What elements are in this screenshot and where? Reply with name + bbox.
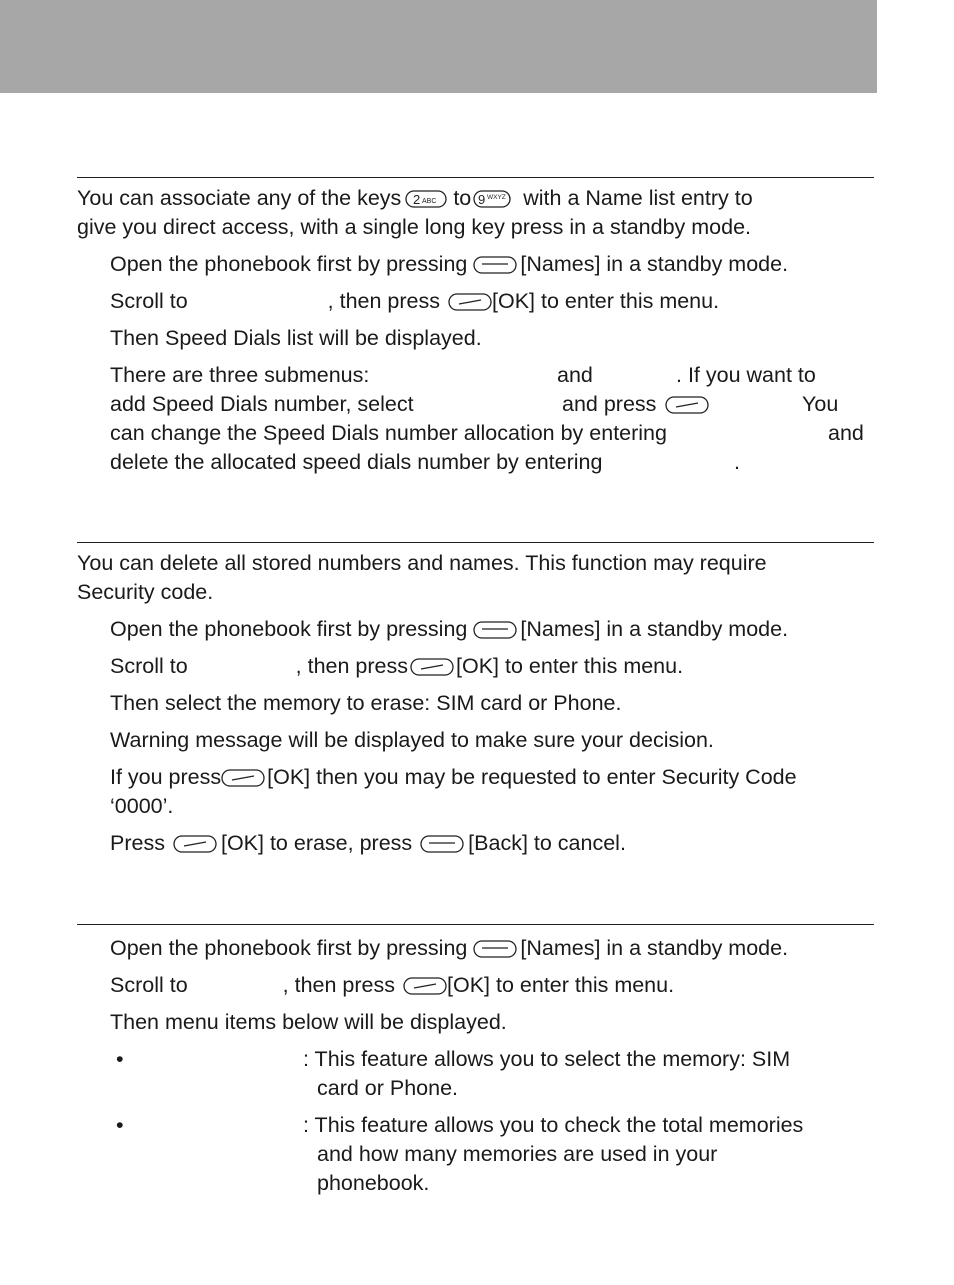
left-soft-key-icon	[173, 834, 217, 854]
step-line: Scroll to , then press [OK] to enter this menu.	[110, 289, 720, 313]
step-line: Scroll to , then press [OK] to enter this menu.	[110, 654, 684, 678]
step-line: add Speed Dials number, select	[110, 392, 414, 416]
section-divider	[77, 924, 874, 925]
section-divider	[77, 177, 874, 178]
left-soft-key-icon	[410, 657, 454, 677]
step-text: .	[734, 450, 740, 474]
svg-text:ABC: ABC	[422, 198, 437, 206]
section-divider	[77, 542, 874, 543]
step-text: . If you want to	[676, 363, 816, 387]
bullet-mark: •	[116, 1113, 124, 1137]
bullet-text: : This feature allows you to select the memory: SIM	[303, 1047, 791, 1071]
step-text: You	[802, 392, 839, 416]
intro-line: Security code.	[77, 580, 214, 604]
svg-text:2: 2	[413, 192, 421, 208]
bullet-text: phonebook.	[317, 1171, 430, 1195]
key-2-icon	[405, 189, 447, 209]
right-soft-key-icon	[473, 620, 517, 640]
step-line: Scroll to , then press [OK] to enter this menu.	[110, 973, 675, 997]
key-9-icon	[473, 189, 511, 209]
step-text: and	[828, 421, 864, 445]
step-line: Then Speed Dials list will be displayed.	[110, 326, 482, 350]
bullet-text: card or Phone.	[317, 1076, 459, 1100]
intro-line: You can delete all stored numbers and names. This function may require	[77, 551, 767, 575]
intro-line: give you direct access, with a single long key press in a standby mode.	[77, 215, 752, 239]
right-soft-key-icon	[420, 834, 464, 854]
step-line: delete the allocated speed dials number by entering	[110, 450, 603, 474]
bullet-mark: •	[116, 1047, 124, 1071]
step-text: and press	[562, 390, 709, 419]
right-soft-key-icon	[473, 939, 517, 959]
svg-text:9: 9	[478, 192, 486, 208]
step-line: Press [OK] to erase, press [Back] to cancel.	[110, 831, 626, 855]
step-line: can change the Speed Dials number allocation by entering	[110, 421, 667, 445]
step-line: Open the phonebook first by pressing [Names] in a standby mode.	[110, 617, 789, 641]
left-soft-key-icon	[403, 976, 447, 996]
header-band	[0, 0, 877, 93]
left-soft-key-icon	[221, 768, 265, 788]
step-line: Open the phonebook first by pressing [Names] in a standby mode.	[110, 252, 789, 276]
step-line: Open the phonebook first by pressing [Names] in a standby mode.	[110, 936, 789, 960]
left-soft-key-icon	[665, 395, 709, 415]
intro-line: You can associate any of the keys 2 ABC to 9 WXYZ with a Name list entry to	[77, 186, 753, 210]
step-line: ‘0000’.	[110, 794, 174, 818]
step-text: and	[557, 363, 593, 387]
step-line: If you press [OK] then you may be requested to enter Security Code	[110, 765, 797, 789]
bullet-text: and how many memories are used in your	[317, 1142, 718, 1166]
step-line: There are three submenus:	[110, 363, 370, 387]
step-line: Warning message will be displayed to make sure your decision.	[110, 728, 714, 752]
bullet-text: : This feature allows you to check the total memories	[303, 1113, 804, 1137]
step-line: Then menu items below will be displayed.	[110, 1010, 507, 1034]
step-line: Then select the memory to erase: SIM card or Phone.	[110, 691, 622, 715]
svg-text:WXYZ: WXYZ	[487, 194, 507, 202]
left-soft-key-icon	[448, 292, 492, 312]
right-soft-key-icon	[473, 255, 517, 275]
